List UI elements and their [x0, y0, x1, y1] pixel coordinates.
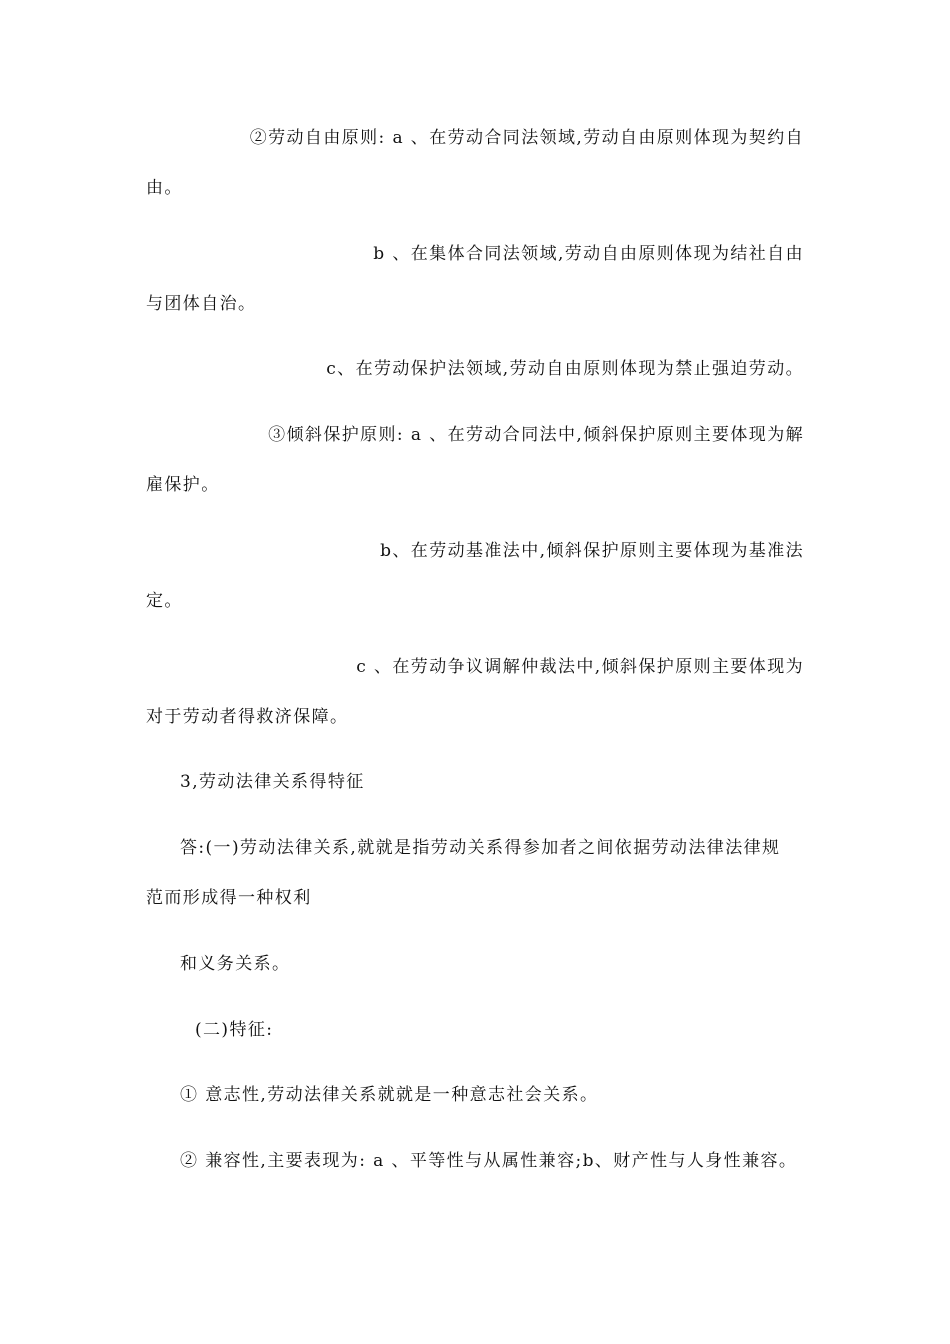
section-heading: 3,劳动法律关系得特征 [180, 772, 365, 792]
feature-1: ① 意志性,劳动法律关系就就是一种意志社会关系。 [180, 1085, 599, 1105]
principle-3-c-line-2: 对于劳动者得救济保障。 [146, 707, 349, 727]
principle-3-line-2: 雇保护。 [146, 475, 220, 495]
features-heading: (二)特征: [195, 1020, 274, 1040]
principle-2-line-1: ②劳动自由原则: a 、在劳动合同法领域,劳动自由原则体现为契约自 [249, 128, 804, 148]
principle-2-b-line-2: 与团体自治。 [146, 294, 257, 314]
principle-3-b-line-2: 定。 [146, 591, 183, 611]
feature-2: ② 兼容性,主要表现为: a 、平等性与从属性兼容;b、财产性与人身性兼容。 [180, 1151, 798, 1171]
principle-2-line-2: 由。 [146, 178, 183, 198]
principle-3-line-1: ③倾斜保护原则: a 、在劳动合同法中,倾斜保护原则主要体现为解 [268, 425, 804, 445]
principle-2-c-line: c、在劳动保护法领域,劳动自由原则体现为禁止强迫劳动。 [326, 359, 804, 379]
answer-line-2: 范而形成得一种权利 [146, 888, 312, 908]
principle-3-c-line-1: c 、在劳动争议调解仲裁法中,倾斜保护原则主要体现为 [356, 657, 804, 677]
principle-3-b-line-1: b、在劳动基准法中,倾斜保护原则主要体现为基准法 [380, 541, 804, 561]
principle-2-b-line-1: b 、在集体合同法领域,劳动自由原则体现为结社自由 [373, 244, 804, 264]
answer-line-1: 答:(一)劳动法律关系,就就是指劳动关系得参加者之间依据劳动法律法律规 [180, 838, 781, 858]
answer-line-3: 和义务关系。 [180, 954, 291, 974]
